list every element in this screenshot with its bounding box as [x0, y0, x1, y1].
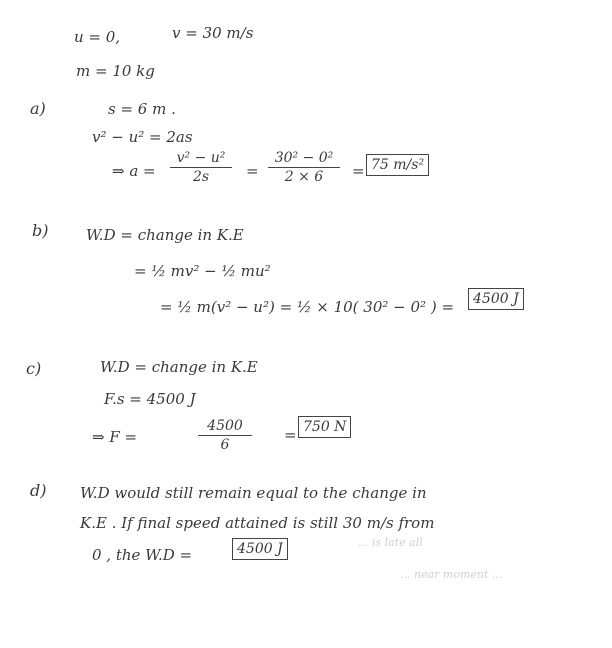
- part-b-label: b): [32, 221, 49, 240]
- given-m: m = 10 kg: [76, 62, 155, 80]
- fraction-numerator: 4500: [207, 418, 243, 434]
- part-a-fraction-1: [170, 150, 232, 185]
- fraction-numerator: 30² − 0²: [274, 150, 334, 166]
- part-c-line-3-prefix: ⇒ F =: [92, 428, 138, 446]
- part-c-fraction: [198, 418, 252, 453]
- given-v: v = 30 m/s: [172, 24, 254, 42]
- part-d-line-2: K.E . If final speed attained is still 30 m/s from: [80, 514, 435, 532]
- part-b-line-1: W.D = change in K.E: [86, 226, 244, 244]
- part-c-answer-box: 750 N: [298, 416, 351, 438]
- part-a-answer-box: 75 m/s²: [366, 154, 429, 176]
- part-c-answer-equals: =: [284, 426, 297, 444]
- part-d-line-3: 0 , the W.D =: [92, 546, 193, 564]
- part-a-line-3-prefix: ⇒ a =: [112, 162, 156, 180]
- part-c-label: c): [26, 359, 42, 378]
- part-a-answer-equals: =: [352, 162, 365, 180]
- bleed-through-text-1: ... is late all: [358, 536, 423, 549]
- fraction-denominator: 2 × 6: [284, 169, 324, 185]
- fraction-numerator: v² − u²: [176, 150, 226, 166]
- fraction-denominator: 6: [220, 437, 230, 453]
- part-a-equals: =: [246, 162, 259, 180]
- part-a-line-2: v² − u² = 2as: [92, 128, 193, 146]
- fraction-denominator: 2s: [192, 169, 210, 185]
- fraction-bar: [268, 167, 340, 168]
- part-a-label: a): [30, 99, 46, 118]
- part-d-answer-box: 4500 J: [232, 538, 288, 560]
- bleed-through-text-2: ... near moment ...: [400, 568, 503, 581]
- part-b-line-2: = ½ mv² − ½ mu²: [134, 262, 271, 280]
- part-d-line-1: W.D would still remain equal to the change in: [80, 484, 427, 502]
- part-c-line-2: F.s = 4500 J: [104, 390, 196, 408]
- part-a-fraction-2: [268, 150, 340, 185]
- part-b-answer-box: 4500 J: [468, 288, 524, 310]
- fraction-bar: [198, 435, 252, 436]
- part-d-label: d): [30, 481, 47, 500]
- fraction-bar: [170, 167, 232, 168]
- given-u: u = 0,: [74, 28, 121, 46]
- part-c-line-1: W.D = change in K.E: [100, 358, 258, 376]
- part-a-line-1: s = 6 m .: [108, 100, 176, 118]
- part-b-line-3: = ½ m(v² − u²) = ½ × 10( 30² − 0² ) =: [160, 298, 455, 316]
